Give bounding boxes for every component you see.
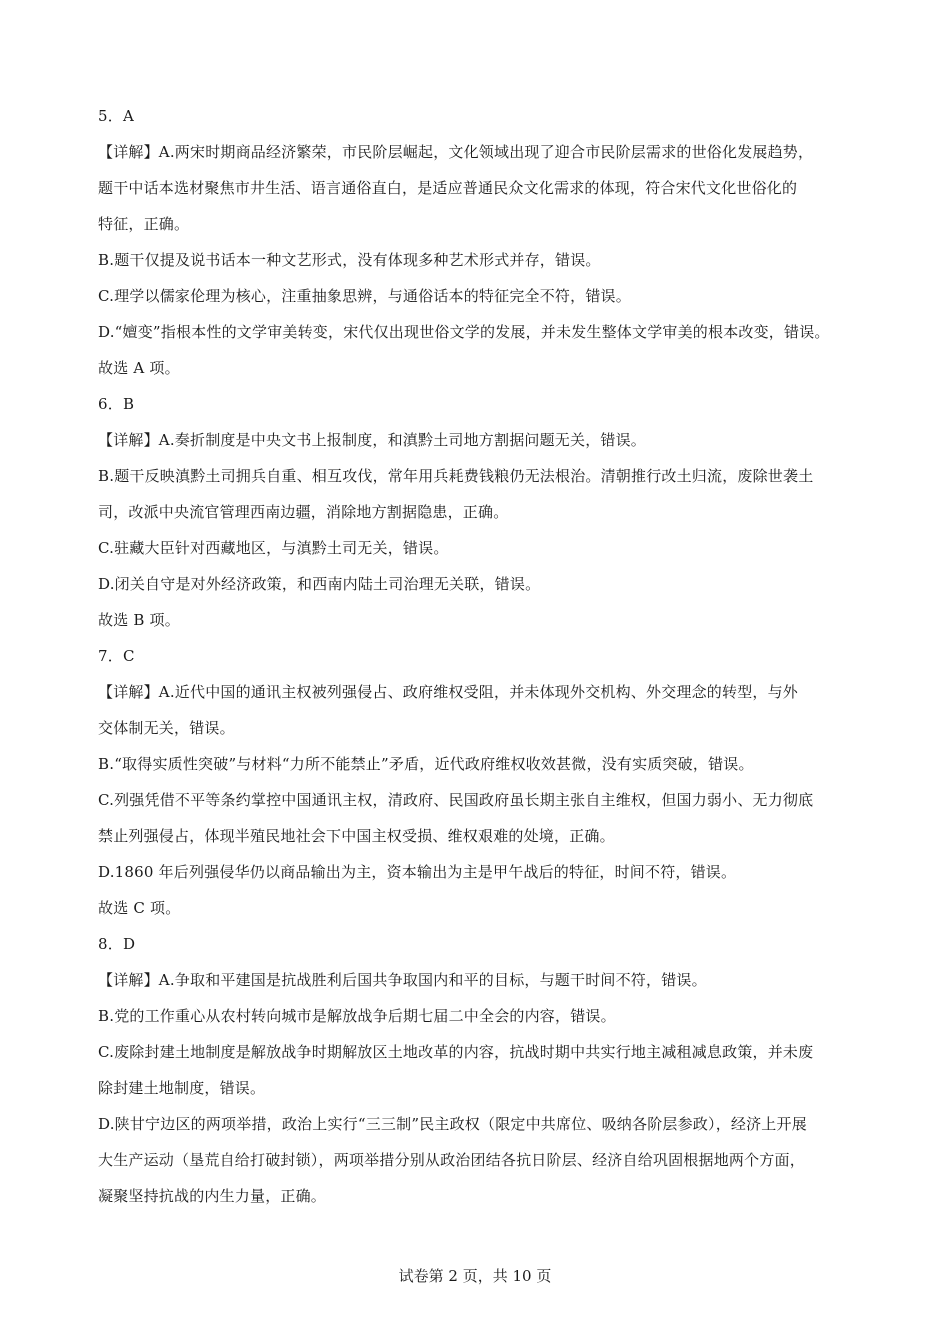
answer-8-option-c-line-2: 除封建土地制度，错误。 [98, 1079, 266, 1097]
answer-5-detail-a-line-3: 特征，正确。 [98, 215, 190, 233]
answer-explanations [98, 98, 868, 1214]
answer-8-option-d-line-2: 大生产运动（垦荒自给打破封锁），两项举措分别从政治团结各抗日阶层、经济自给巩固根据地两个方面， [98, 1151, 805, 1169]
answer-7-option-b: B.“取得实质性突破”与材料“力所不能禁止”矛盾，近代政府维权收效甚微，没有实质突破，错误。 [98, 755, 754, 773]
answer-5-option-b: B.题干仅提及说书话本一种文艺形式，没有体现多种艺术形式并存，错误。 [98, 251, 601, 269]
answer-6-option-d: D.闭关自守是对外经济政策，和西南内陆土司治理无关联，错误。 [98, 575, 541, 593]
answer-6-option-b-line-2: 司，改派中央流官管理西南边疆，消除地方割据隐患，正确。 [98, 503, 509, 521]
answer-8-option-b: B.党的工作重心从农村转向城市是解放战争后期七届二中全会的内容，错误。 [98, 1007, 616, 1025]
answer-8-detail-a: 【详解】A.争取和平建国是抗战胜利后国共争取国内和平的目标，与题干时间不符，错误。 [98, 971, 707, 989]
answer-7-conclusion: 故选 C 项。 [98, 899, 181, 917]
answer-7-heading: 7．C [98, 647, 135, 665]
answer-5-option-c: C.理学以儒家伦理为核心，注重抽象思辨，与通俗话本的特征完全不符，错误。 [98, 287, 631, 305]
answer-6-option-b-line-1: B.题干反映滇黔土司拥兵自重、相互攻伐，常年用兵耗费钱粮仍无法根治。清朝推行改土归流，废除世袭土 [98, 467, 814, 485]
answer-5-conclusion: 故选 A 项。 [98, 359, 180, 377]
page-footer: 试卷第 2 页，共 10 页 [398, 1267, 552, 1285]
answer-7-detail-a-line-1: 【详解】A.近代中国的通讯主权被列强侵占、政府维权受阻，并未体现外交机构、外交理念的转型，与外 [98, 683, 799, 701]
answer-6-conclusion: 故选 B 项。 [98, 611, 180, 629]
answer-8-option-d-line-1: D.陕甘宁边区的两项举措，政治上实行“三三制”民主政权（限定中共席位、吸纳各阶层参政），经济上开展 [98, 1115, 807, 1133]
answer-8-option-c-line-1: C.废除封建土地制度是解放战争时期解放区土地改革的内容，抗战时期中共实行地主减租减息政策，并未废 [98, 1043, 814, 1061]
answer-5-option-d: D.“嬗变”指根本性的文学审美转变，宋代仅出现世俗文学的发展，并未发生整体文学审美的根本改变，错误。 [98, 323, 830, 341]
answer-8-option-d-line-3: 凝聚坚持抗战的内生力量，正确。 [98, 1187, 327, 1205]
answer-7-option-d: D.1860 年后列强侵华仍以商品输出为主，资本输出为主是甲午战后的特征，时间不符，错误。 [98, 863, 737, 881]
answer-6-option-c: C.驻藏大臣针对西藏地区，与滇黔土司无关，错误。 [98, 539, 449, 557]
answer-8-heading: 8．D [98, 935, 136, 953]
answer-6-detail-a: 【详解】A.奏折制度是中央文书上报制度，和滇黔土司地方割据问题无关，错误。 [98, 431, 647, 449]
answer-7-option-c-line-2: 禁止列强侵占，体现半殖民地社会下中国主权受损、维权艰难的处境，正确。 [98, 827, 615, 845]
answer-5-heading: 5．A [98, 107, 134, 125]
answer-7-detail-a-line-2: 交体制无关，错误。 [98, 719, 235, 737]
answer-5-detail-a-line-1: 【详解】A.两宋时期商品经济繁荣，市民阶层崛起，文化领域出现了迎合市民阶层需求的世俗化发展趋势， [98, 143, 814, 161]
answer-7-option-c-line-1: C.列强凭借不平等条约掌控中国通讯主权，清政府、民国政府虽长期主张自主维权，但国力弱小、无力彻底 [98, 791, 814, 809]
answer-5-detail-a-line-2: 题干中话本选材聚焦市井生活、语言通俗直白，是适应普通民众文化需求的体现，符合宋代文化世俗化的 [98, 179, 798, 197]
answer-6-heading: 6．B [98, 395, 135, 413]
